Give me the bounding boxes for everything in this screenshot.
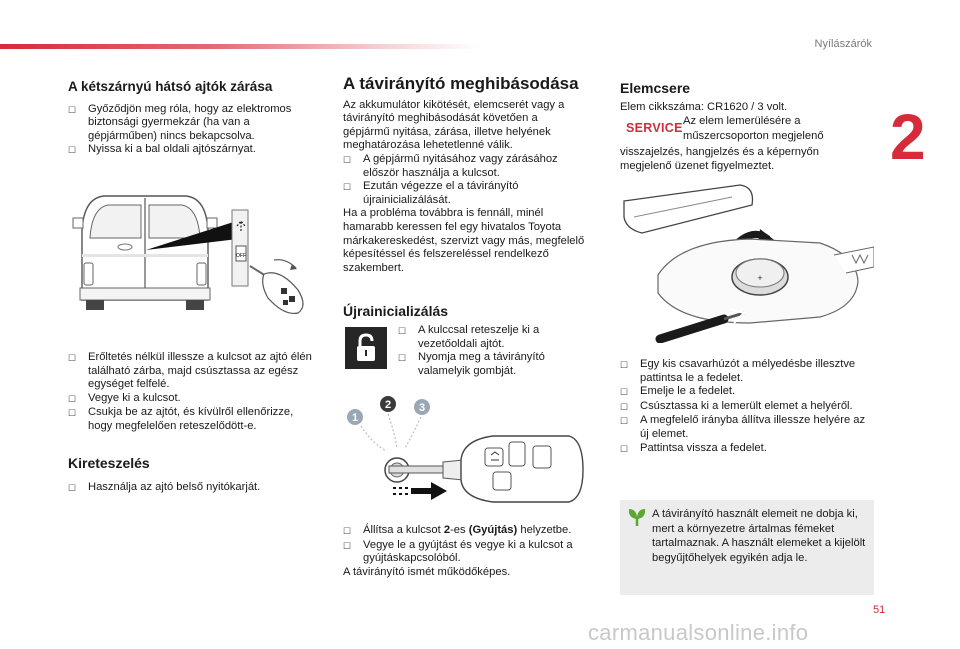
list-item: ☐ Vegye ki a kulcsot. — [68, 392, 318, 407]
lock-steps — [68, 351, 318, 434]
lock-icon — [345, 327, 387, 369]
checkbox-bullet-icon: ☐ — [620, 360, 629, 370]
battery-title: Elemcsere — [620, 80, 691, 96]
remote-failure-section — [343, 74, 587, 275]
page-number: 51 — [873, 604, 886, 616]
chapter-number: 2 — [890, 101, 926, 173]
list-item: ☐ Ezután végezze el a távirányító újrainicializálását. — [343, 180, 519, 206]
checkbox-bullet-icon: ☐ — [620, 401, 629, 412]
header-accent-bar — [0, 44, 480, 49]
list-item: ☐ Csukja be az ajtót, és kívülről ellenőrizze, hogy megfelelően reteszelődött-e. — [68, 406, 294, 432]
list-item: ☐ Erőltetés nélkül illessze a kulcsot az ajtó élén található zárba, majd csúsztassa az egész egységet felfelé. — [68, 351, 312, 391]
step-badge-3 — [414, 399, 430, 415]
list-item: ☐ Nyissa ki a bal oldali ajtószárnyat. — [68, 143, 318, 158]
off-label: OFF — [236, 253, 246, 259]
checkbox-bullet-icon: ☐ — [68, 393, 77, 404]
battery-replacement-illustration — [620, 183, 874, 343]
checkbox-bullet-icon: ☐ — [620, 443, 629, 454]
list-item: ☐ Állítsa a kulcsot 2-es (Gyújtás) helyzetbe. — [343, 524, 593, 539]
list-item: ☐ Vegye le a gyújtást és vegye ki a kulcsot a gyújtáskapcsolóból. — [343, 538, 573, 565]
checkbox-bullet-icon: ☐ — [398, 326, 407, 336]
key-ignition-illustration — [343, 390, 588, 515]
battery-cell: Elem cikkszáma: CR1620 / 3 volt. — [620, 101, 788, 113]
step-badge-2 — [380, 396, 396, 412]
unlock-section — [68, 457, 318, 495]
checkbox-bullet-icon: ☐ — [68, 145, 77, 156]
ignition-steps — [343, 524, 593, 579]
checkbox-bullet-icon: ☐ — [620, 416, 629, 427]
rear-doors-title: A kétszárnyú hátsó ajtók zárása — [68, 79, 273, 94]
svg-text:+: + — [757, 273, 763, 283]
service-text-line-3: visszajelzés, hangjelzés és a képernyőn megjelenő üzenet figyelmeztet. — [620, 146, 819, 172]
checkbox-bullet-icon: ☐ — [343, 182, 352, 193]
remote-failure-para: Ha a probléma továbbra is fennáll, minél hamarabb keressen fel egy hivatalos Toyota márkakereskedést, szervizt vagy más, megfelelő képesítéssel és felszereléssel rendelkező szakembert. — [343, 207, 585, 274]
svg-text:1: 1 — [351, 412, 359, 424]
service-text-line-1: Az elem lemerülésére a — [683, 115, 801, 127]
section-title: Nyílászárók — [814, 38, 872, 50]
list-item: ☐ Emelje le a fedelet. — [620, 385, 874, 400]
list-item: ☐ Győződjön meg róla, hogy az elektromos biztonsági gyermekzár (ha van a gépjárműben) nincs bekapcsolva. — [68, 102, 292, 142]
checkbox-bullet-icon: ☐ — [343, 526, 352, 536]
remote-failure-title: A távirányító meghibásodása — [343, 74, 579, 93]
checkbox-bullet-icon: ☐ — [620, 387, 629, 398]
checkbox-bullet-icon: ☐ — [343, 540, 352, 551]
list-item: ☐ Csúsztassa ki a lemerült elemet a helyéről. — [620, 400, 874, 415]
svg-text:2: 2 — [384, 399, 392, 411]
remote-failure-intro: Az akkumulátor kikötését, elemcserét vagy a távirányító meghibásodását követően a gépjármű nyitása, zárása, illetve helyének meghatározása lehetetlenné válik. — [343, 98, 565, 152]
list-item: ☐ Egy kis csavarhúzót a mélyedésbe illesztve pattintsa le a fedelet. — [620, 358, 856, 384]
ignition-final: A távirányító ismét működőképes. — [343, 565, 511, 578]
service-logo: SERVICE — [626, 121, 683, 135]
svg-text:3: 3 — [418, 402, 426, 414]
rear-doors-section — [68, 80, 318, 158]
battery-steps — [620, 358, 874, 456]
checkbox-bullet-icon: ☐ — [68, 353, 77, 363]
service-text-line-2: műszercsoporton megjelenő — [683, 130, 824, 142]
reinit-steps — [398, 324, 583, 378]
list-item: ☐ A gépjármű nyitásához vagy zárásához először használja a kulcsot. — [343, 152, 558, 179]
checkbox-bullet-icon: ☐ — [68, 408, 77, 419]
checkbox-bullet-icon: ☐ — [398, 353, 407, 364]
eco-note-text: A távirányító használt elemeit ne dobja ki, mert a környezetre ártalmas fémeket tartalmaznak. A használt elemeket a kijelölt begyűjtőhelyek egyikén adja le. — [652, 508, 866, 564]
checkbox-bullet-icon: ☐ — [68, 482, 77, 493]
eco-leaf-icon — [626, 506, 648, 528]
unlock-title: Kireteszelés — [68, 455, 150, 471]
list-item: ☐ Használja az ajtó belső nyitókarját. — [68, 481, 318, 496]
list-item: ☐ A megfelelő irányba állítva illessze helyére az új elemet. — [620, 414, 866, 440]
watermark: carmanualsonline.info — [588, 620, 809, 645]
van-rear-door-key-illustration — [68, 188, 318, 323]
list-item: ☐ Nyomja meg a távirányító valamelyik gombját. — [398, 351, 545, 377]
reinit-title: Újrainicializálás — [343, 303, 449, 319]
checkbox-bullet-icon: ☐ — [68, 104, 77, 115]
list-item: ☐ A kulccsal reteszelje ki a vezetőoldali ajtót. — [398, 324, 540, 350]
list-item: ☐ Pattintsa vissza a fedelet. — [620, 442, 874, 457]
step-badge-1 — [347, 409, 363, 425]
checkbox-bullet-icon: ☐ — [343, 154, 352, 165]
